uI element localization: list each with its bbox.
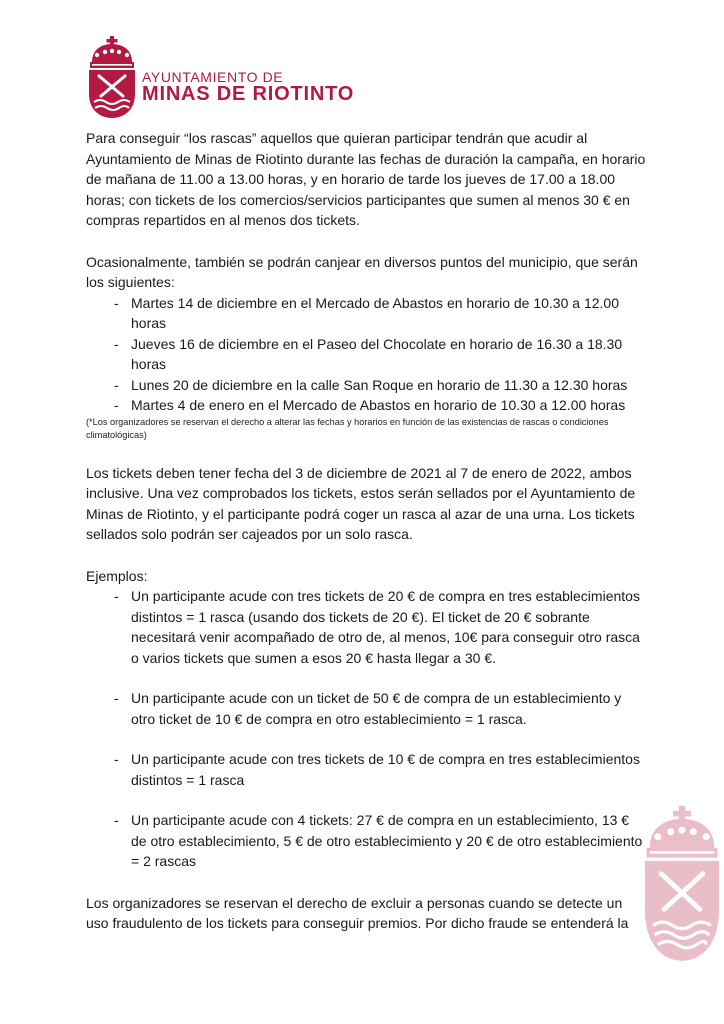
- schedule-footnote: (*Los organizadores se reservan el derecho a alterar las fechas y horarios en función de las existencias de rascas o condiciones climatológicas): [86, 416, 609, 440]
- list-item: - Martes 14 de diciembre en el Mercado de Abastos en horario de 10.30 a 12.00 horas: [86, 293, 646, 334]
- municipal-crest-icon: [86, 36, 138, 120]
- list-item: - Un participante acude con 4 tickets: 27 € de compra en un establecimiento, 13 € de otro establecimiento, 5 € de otro establecimiento y 20 € de otro establecimiento = 2 rascas: [86, 810, 646, 872]
- list-item: - Un participante acude con tres tickets de 10 € de compra en tres establecimientos distintos = 1 rasca: [86, 749, 646, 790]
- list-item: - Un participante acude con tres tickets de 20 € de compra en tres establecimientos distintos = 1 rasca (usando dos tickets de 20 €). El ticket de 20 € sobrante necesitará venir acompañado de otro de, al menos, 10€ para conseguir otro rasca o varios tickets que sumen a esos 20 € hasta llegar a 30 €.: [86, 586, 646, 668]
- paragraph-ticket-dates: Los tickets deben tener fecha del 3 de diciembre de 2021 al 7 de enero de 2022, ambos inclusive. Una vez comprobados los tickets, estos serán sellados por el Ayuntamiento de Minas de Riotinto, y el participante podrá coger un rasca al azar de una urna. Los tickets sellados solo podrán ser cajeados por un solo rasca.: [86, 464, 636, 542]
- org-name-line2: MINAS DE RIOTINTO: [142, 83, 355, 105]
- list-item: - Martes 4 de enero en el Mercado de Abastos en horario de 10.30 a 12.00 horas: [86, 395, 646, 416]
- paragraph-locations-intro: Ocasionalmente, también se podrán canjear en diversos puntos del municipio, que serán los siguientes:: [86, 253, 638, 290]
- list-item: - Lunes 20 de diciembre en la calle San Roque en horario de 11.30 a 12.30 horas: [86, 375, 646, 396]
- list-item: - Jueves 16 de diciembre en el Paseo del Chocolate en horario de 16.30 a 18.30 horas: [86, 334, 646, 375]
- list-item: - Un participante acude con un ticket de 50 € de compra de un establecimiento y otro ticket de 10 € de compra en otro establecimiento = 1 rasca.: [86, 688, 646, 729]
- examples-list: [86, 586, 646, 872]
- header-logo: [86, 36, 356, 122]
- paragraph-collection-rules: Para conseguir “los rascas” aquellos que quieran participar tendrán que acudir al Ayuntamiento de Minas de Riotinto durante las fechas de duración la campaña, en horario de mañana de 11.00 a 13.00 horas, y en horario de tarde los jueves de 17.00 a 18.00 horas; con tickets de los comercios/servicios participantes que sumen al menos 30 € en compras repartidos en al menos dos tickets.: [86, 130, 646, 228]
- examples-heading: Ejemplos:: [86, 567, 148, 584]
- org-name-line1: AYUNTAMIENTO DE: [142, 69, 284, 85]
- document-body: [86, 128, 646, 934]
- paragraph-fraud-clause: Los organizadores se reservan el derecho de excluir a personas cuando se detecte un uso fraudulento de los tickets para conseguir premios. Por dicho fraude se entenderá la: [86, 894, 629, 931]
- locations-list: [86, 293, 646, 416]
- crest-watermark-icon: [640, 806, 724, 964]
